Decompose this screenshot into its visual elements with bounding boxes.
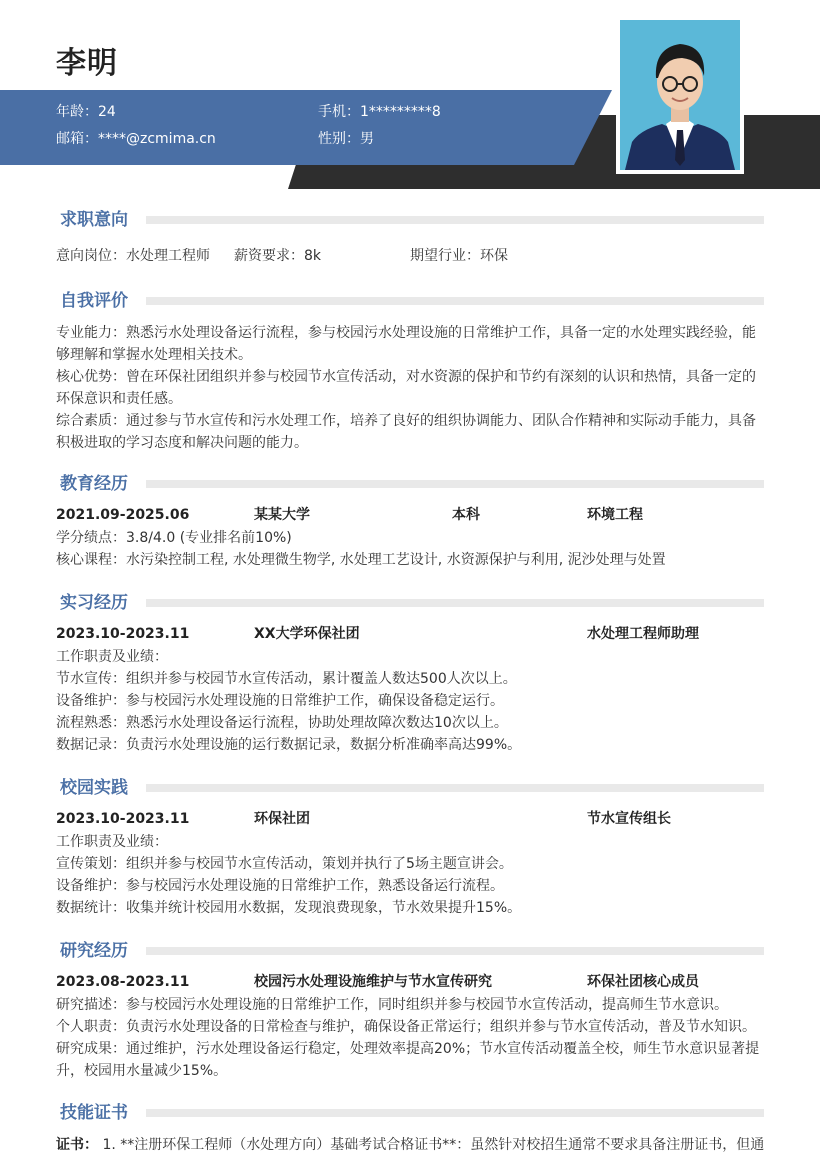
- section-title: 研究经历: [60, 941, 128, 961]
- degree: 本科: [452, 507, 480, 523]
- courses-line: 核心课程：水污染控制工程, 水处理微生物学, 水处理工艺设计, 水资源保护与利用, 泥沙处理与处置: [56, 552, 666, 568]
- candidate-name: 李明: [56, 46, 118, 81]
- text-line: 设备维护：参与校园污水处理设施的日常维护工作，确保设备稳定运行。: [56, 693, 504, 709]
- text-line: 积极进取的学习态度和解决问题的能力。: [56, 435, 308, 451]
- text-line: 够理解和掌握水处理相关技术。: [56, 347, 252, 363]
- campus-org: 环保社团: [254, 811, 310, 827]
- text-line: 升，校园用水量减少15%。: [56, 1063, 228, 1079]
- research-section: [56, 940, 764, 1082]
- salary-requirement: 薪资要求：8k: [234, 248, 322, 264]
- education-date: 2021.09-2025.06: [56, 507, 190, 523]
- text-line: 专业能力：熟悉污水处理设备运行流程，参与校园污水处理设施的日常维护工作，具备一定的水处理实践经验，能: [56, 325, 756, 341]
- internship-date: 2023.10-2023.11: [56, 626, 190, 642]
- section-divider: [146, 216, 764, 224]
- section-title: 自我评价: [60, 291, 128, 311]
- text-line: 流程熟悉：熟悉污水处理设备运行流程，协助处理故障次数达10次以上。: [56, 715, 508, 731]
- gender-field: 性别：男: [318, 131, 374, 147]
- section-title: 求职意向: [60, 210, 128, 230]
- text-line: 工作职责及业绩：: [56, 834, 168, 850]
- text-line: 核心优势：曾在环保社团组织并参与校园节水宣传活动，对水资源的保护和节约有深刻的认识和热情，具备一定的: [56, 369, 756, 385]
- certificate-text: 1. **注册环保工程师（水处理方向）基础考试合格证书**：虽然针对校招生通常不要求具备注册证书，但通: [102, 1137, 765, 1153]
- phone-field: 手机：1*********8: [318, 104, 441, 120]
- text-line: 设备维护：参与校园污水处理设施的日常维护工作，熟悉设备运行流程。: [56, 878, 504, 894]
- section-title: 实习经历: [60, 593, 128, 613]
- gpa-line: 学分绩点：3.8/4.0 (专业排名前10%): [56, 530, 292, 546]
- major: 环境工程: [587, 507, 643, 523]
- school-name: 某某大学: [254, 507, 310, 523]
- self-evaluation-section: [56, 290, 764, 454]
- text-line: 数据记录：负责污水处理设施的运行数据记录，数据分析准确率高达99%。: [56, 737, 522, 753]
- research-project: 校园污水处理设施维护与节水宣传研究: [254, 974, 492, 990]
- text-line: 数据统计：收集并统计校园用水数据，发现浪费现象，节水效果提升15%。: [56, 900, 522, 916]
- text-line: 个人职责：负责污水处理设备的日常检查与维护，确保设备正常运行；组织并参与节水宣传活动，普及节水知识。: [56, 1019, 756, 1035]
- job-intent-section: [56, 209, 764, 268]
- text-line: 环保意识和责任感。: [56, 391, 182, 407]
- research-role: 环保社团核心成员: [587, 974, 699, 990]
- research-date: 2023.08-2023.11: [56, 974, 190, 990]
- campus-practice-section: [56, 777, 764, 919]
- text-line: 综合素质：通过参与节水宣传和污水处理工作，培养了良好的组织协调能力、团队合作精神和实际动手能力，具备: [56, 413, 756, 429]
- internship-section: [56, 592, 764, 756]
- campus-role: 节水宣传组长: [587, 811, 671, 827]
- section-title: 技能证书: [60, 1103, 128, 1123]
- section-divider: [146, 947, 764, 955]
- internship-org: XX大学环保社团: [254, 626, 360, 642]
- certificate-label: 证书：: [56, 1137, 98, 1153]
- profile-photo: [616, 16, 744, 174]
- email-field: 邮箱：****@zcmima.cn: [56, 131, 216, 147]
- section-title: 校园实践: [60, 778, 128, 798]
- text-line: 节水宣传：组织并参与校园节水宣传活动，累计覆盖人数达500人次以上。: [56, 671, 517, 687]
- education-section: [56, 473, 764, 571]
- campus-date: 2023.10-2023.11: [56, 811, 190, 827]
- section-divider: [146, 1109, 764, 1117]
- text-line: 宣传策划：组织并参与校园节水宣传活动，策划并执行了5场主题宣讲会。: [56, 856, 513, 872]
- intended-position: 意向岗位：水处理工程师: [56, 248, 210, 264]
- section-divider: [146, 784, 764, 792]
- internship-role: 水处理工程师助理: [587, 626, 699, 642]
- expected-industry: 期望行业：环保: [410, 248, 508, 264]
- skills-section: [56, 1102, 764, 1156]
- text-line: 研究成果：通过维护，污水处理设备运行稳定，处理效率提高20%；节水宣传活动覆盖全校，师生节水意识显著提: [56, 1041, 760, 1057]
- text-line: 工作职责及业绩：: [56, 649, 168, 665]
- section-divider: [146, 480, 764, 488]
- age-field: 年龄：24: [56, 104, 116, 120]
- section-divider: [146, 599, 764, 607]
- text-line: 研究描述：参与校园污水处理设施的日常维护工作，同时组织并参与校园节水宣传活动，提高师生节水意识。: [56, 997, 728, 1013]
- section-divider: [146, 297, 764, 305]
- section-title: 教育经历: [60, 474, 128, 494]
